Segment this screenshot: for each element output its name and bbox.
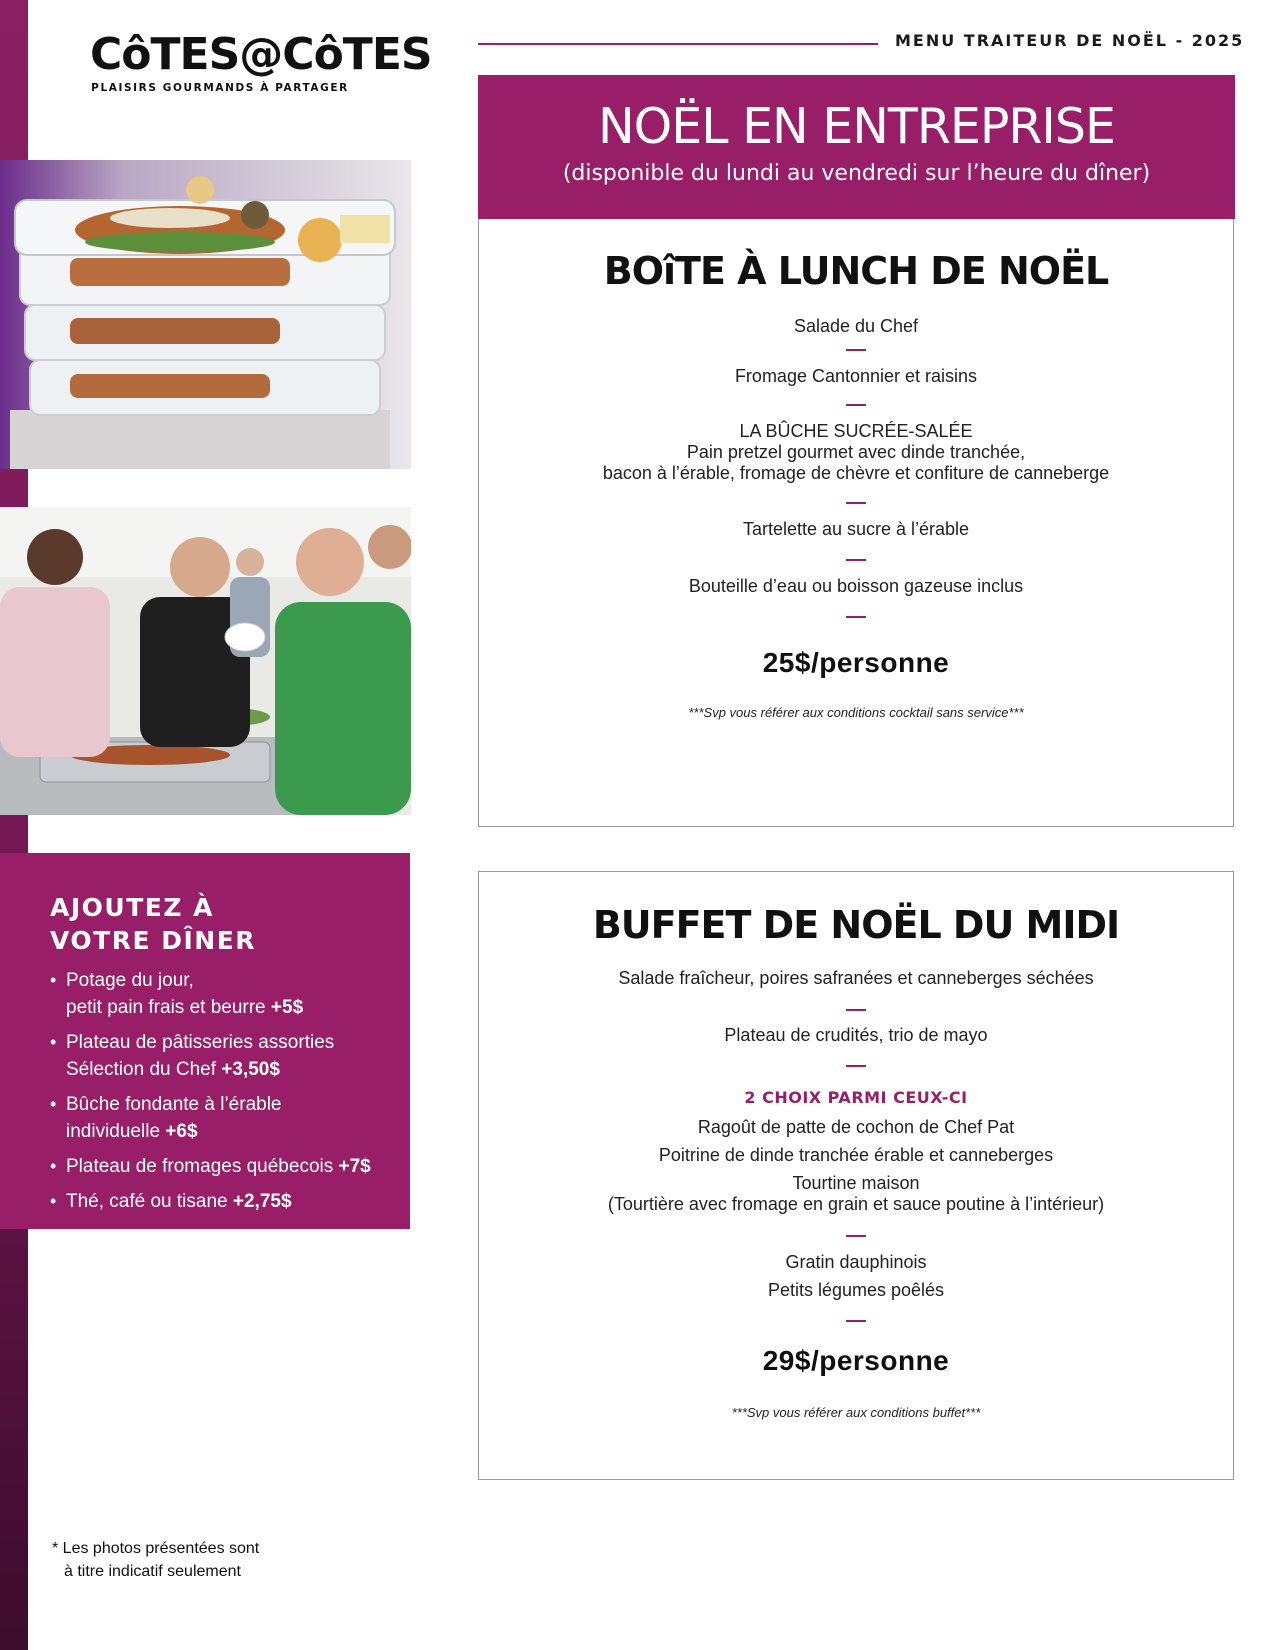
- addons-panel: [0, 853, 410, 1229]
- menu-item: Pain pretzel gourmet avec dinde tranchée,: [686, 442, 1026, 462]
- separator-dash: [846, 1235, 866, 1237]
- addon-price: +7$: [338, 1156, 371, 1177]
- menu-choice: Ragoût de patte de cochon de Chef Pat: [697, 1117, 1015, 1137]
- addon-text: Plateau de fromages québecois: [66, 1156, 334, 1177]
- buffet-service-photo: [0, 507, 411, 815]
- header-rule: [478, 43, 878, 45]
- addon-text: Plateau de pâtisseries assorties: [66, 1032, 335, 1053]
- addon-text: Sélection du Chef: [66, 1059, 216, 1080]
- addons-title-line1: AJOUTEZ À: [50, 893, 215, 922]
- addon-item: [50, 1188, 390, 1215]
- menu-title: BOîTE À LUNCH DE NOËL: [603, 249, 1109, 293]
- menu-title: BUFFET DE NOËL DU MIDI: [592, 903, 1120, 947]
- addon-item: [50, 1091, 390, 1145]
- addon-price: +5$: [270, 997, 304, 1018]
- menu-side: Gratin dauphinois: [785, 1252, 927, 1272]
- section-banner: [478, 75, 1235, 219]
- logo-tagline: PLAISIRS GOURMANDS À PARTAGER: [91, 82, 349, 94]
- addon-item: [50, 1153, 390, 1180]
- menu-choice: Tourtine maison: [792, 1173, 920, 1193]
- addon-price: +3,50$: [221, 1059, 280, 1080]
- separator-dash: [846, 616, 866, 618]
- choice-label: 2 CHOIX PARMI CEUX-CI: [744, 1088, 968, 1107]
- menu-item: Fromage Cantonnier et raisins: [734, 366, 978, 386]
- addon-item: [50, 967, 390, 1021]
- menu-choice-detail: (Tourtière avec fromage en grain et sauce poutine à l’intérieur): [607, 1194, 1105, 1214]
- separator-dash: [846, 1320, 866, 1322]
- addon-text: Potage du jour,: [66, 970, 194, 991]
- separator-dash: [846, 1065, 866, 1067]
- addon-price: +6$: [165, 1121, 198, 1142]
- menu-item: Salade du Chef: [793, 316, 919, 336]
- price: 25$/personne: [762, 647, 950, 678]
- menu-item: Tartelette au sucre à l’érable: [742, 519, 970, 539]
- separator-dash: [846, 1009, 866, 1011]
- menu-choice: Poitrine de dinde tranchée érable et canneberges: [658, 1145, 1054, 1165]
- menu-header-label: MENU TRAITEUR DE NOËL - 2025: [895, 31, 1245, 50]
- addons-title: [50, 891, 390, 957]
- price: 29$/personne: [762, 1345, 950, 1376]
- addon-item: [50, 1029, 390, 1083]
- separator-dash: [846, 502, 866, 504]
- separator-dash: [846, 404, 866, 406]
- addon-text: petit pain frais et beurre: [66, 997, 266, 1018]
- conditions-note: ***Svp vous référer aux conditions buffet***: [731, 1405, 981, 1420]
- addon-price: +2,75$: [232, 1191, 292, 1212]
- logo-wordmark: CôTES@CôTES: [90, 29, 432, 80]
- addons-title-line2: VOTRE DÎNER: [50, 926, 257, 955]
- menu-side: Petits légumes poêlés: [767, 1280, 945, 1300]
- addon-text: Thé, café ou tisane: [66, 1191, 228, 1212]
- photo-disclaimer: [52, 1537, 259, 1583]
- addon-text: Bûche fondante à l’érable: [66, 1094, 282, 1115]
- footnote-line: * Les photos présentées sont: [52, 1540, 260, 1557]
- buffet-menu: [478, 871, 1234, 1480]
- menu-item: Bouteille d’eau ou boisson gazeuse inclus: [688, 576, 1024, 596]
- menu-item: bacon à l’érable, fromage de chèvre et confiture de canneberge: [602, 463, 1110, 483]
- banner-title: NOËL EN ENTREPRISE: [598, 98, 1115, 155]
- brand-logo: [90, 29, 432, 94]
- addon-text: individuelle: [66, 1121, 161, 1142]
- menu-item: Plateau de crudités, trio de mayo: [724, 1025, 988, 1045]
- separator-dash: [846, 559, 866, 561]
- menu-item-heading: LA BÛCHE SUCRÉE-SALÉE: [739, 421, 973, 441]
- footnote-line: à titre indicatif seulement: [64, 1563, 241, 1580]
- conditions-note: ***Svp vous référer aux conditions cocktail sans service***: [688, 705, 1024, 720]
- addons-list: [50, 967, 390, 1215]
- lunch-box-photo: [0, 160, 411, 469]
- lunch-box-menu: [478, 219, 1234, 827]
- menu-item: Salade fraîcheur, poires safranées et canneberges séchées: [618, 968, 1094, 988]
- separator-dash: [846, 349, 866, 351]
- banner-subtitle: (disponible du lundi au vendredi sur l’heure du dîner): [562, 161, 1151, 186]
